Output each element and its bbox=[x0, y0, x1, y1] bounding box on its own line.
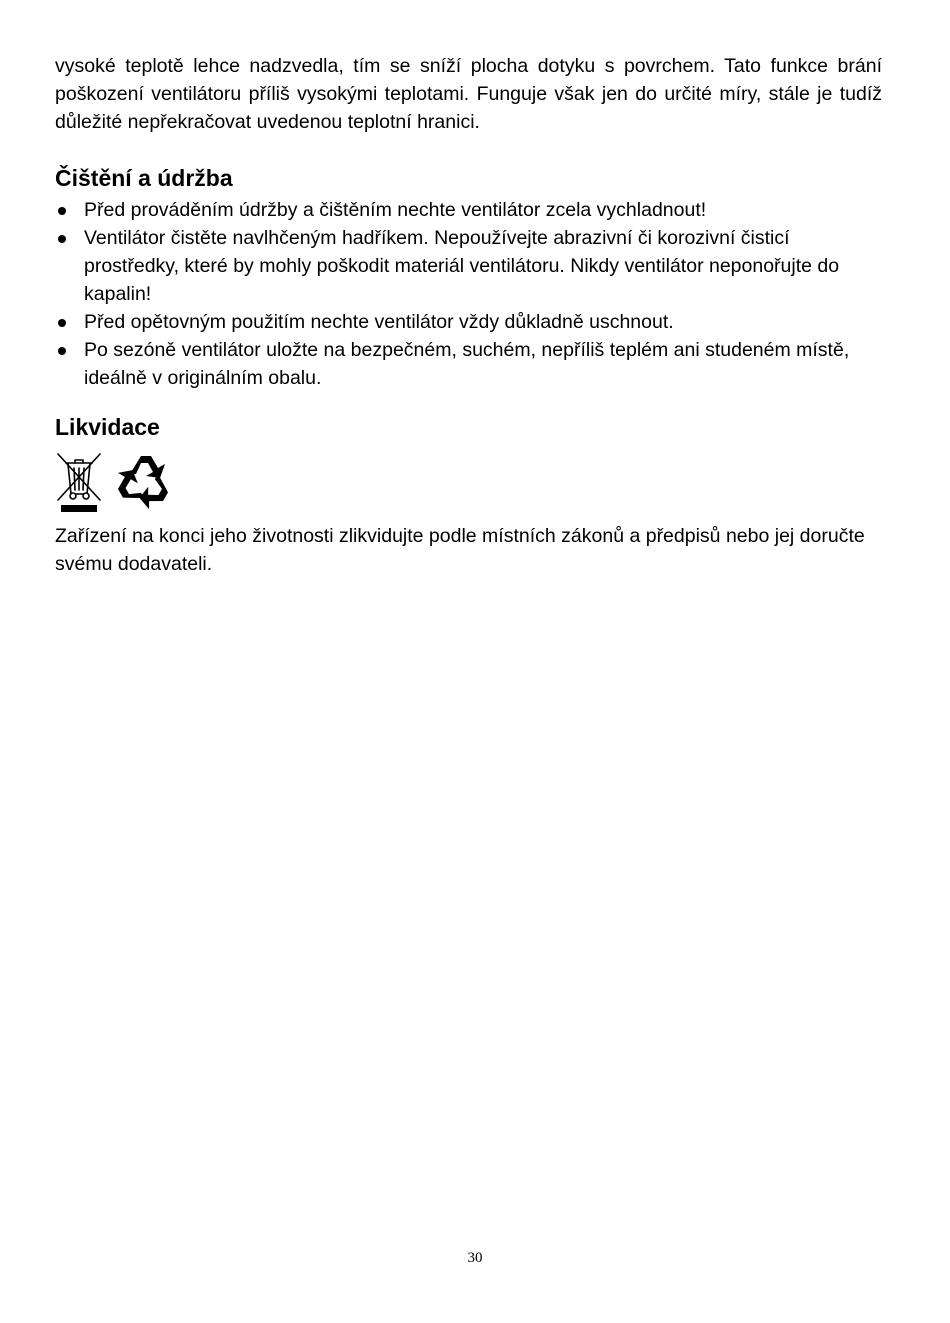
list-item bbox=[55, 308, 882, 336]
cleaning-heading: Čištění a údržba bbox=[55, 165, 233, 191]
intro-paragraph: vysoké teplotě lehce nadzvedla, tím se sníží plocha dotyku s povrchem. Tato funkce brání poškození ventilátoru příliš vysokými teplotami. Funguje však jen do určité míry, stále je tudíž důležité nepřekračovat uvedenou teplotní hranici. bbox=[55, 55, 882, 133]
list-item bbox=[55, 224, 882, 308]
list-item-text: Před prováděním údržby a čištěním nechte ventilátor zcela vychladnout! bbox=[84, 199, 707, 221]
disposal-icons bbox=[55, 452, 882, 514]
list-item-text: Ventilátor čistěte navlhčeným hadříkem. Nepoužívejte abrazivní či korozivní čisticí prostředky, které by mohly poškodit materiál ventilátoru. Nikdy ventilátor neponořujte do kapalin! bbox=[84, 227, 840, 305]
list-item bbox=[55, 336, 882, 392]
bullet-icon bbox=[58, 347, 66, 355]
list-item bbox=[55, 196, 882, 224]
disposal-text: Zařízení na konci jeho životnosti zlikvidujte podle místních zákonů a předpisů nebo jej doručte svému dodavateli. bbox=[55, 525, 865, 575]
list-item-text: Po sezóně ventilátor uložte na bezpečném, suchém, nepříliš teplém ani studeném místě, ideálně v originálním obalu. bbox=[84, 339, 850, 389]
list-item-text: Před opětovným použitím nechte ventilátor vždy důkladně uschnout. bbox=[84, 311, 674, 333]
document-page bbox=[55, 52, 882, 578]
recycling-icon bbox=[113, 452, 175, 512]
disposal-heading: Likvidace bbox=[55, 414, 160, 440]
crossed-out-wheelie-bin-icon bbox=[55, 452, 103, 514]
page-number: 30 bbox=[467, 1250, 483, 1266]
bullet-icon bbox=[58, 319, 66, 327]
bullet-icon bbox=[58, 235, 66, 243]
cleaning-list bbox=[55, 196, 882, 392]
bullet-icon bbox=[58, 207, 66, 215]
